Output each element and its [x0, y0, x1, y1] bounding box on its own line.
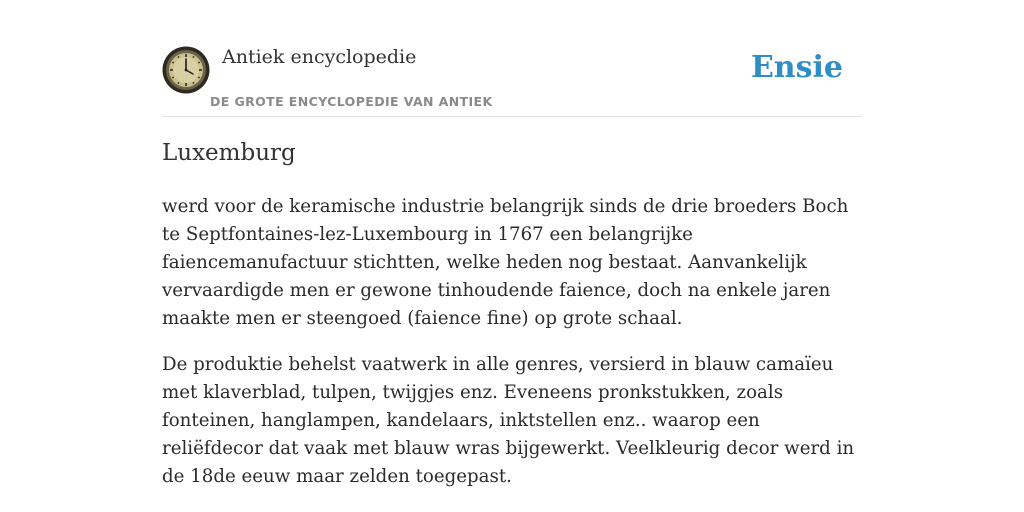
article-paragraph: De produktie behelst vaatwerk in alle genres, versierd in blauw camaïeu met klaverblad, tulpen, twijgjes enz. Eveneens pronkstukken, zoals fonteinen, hanglampen, kandelaars, inktstellen enz.. waarop een reliëfdecor dat vaak met blauw wras bijgewerkt. Veelkleurig decor werd in de 18de eeuw maar zelden toegepast.	[162, 354, 855, 487]
article-paragraph: werd voor de keramische industrie belangrijk sinds de drie broeders Boch te Septfontaines-lez-Luxembourg in 1767 een belangrijke faiencemanufactuur stichtten, welke heden nog bestaat. Aanvankelijk vervaardigde men er gewone tinhoudende faience, doch na enkele jaren maakte men er steengoed (faience fine) op grote schaal.	[162, 196, 849, 329]
page-title: Luxemburg	[162, 140, 296, 166]
article-body	[162, 193, 862, 509]
site-subtitle: DE GROTE ENCYCLOPEDIE VAN ANTIEK	[210, 94, 493, 109]
antique-clock-icon[interactable]	[162, 46, 210, 94]
brand-logo-link[interactable]: Ensie	[750, 50, 843, 85]
site-name[interactable]: Antiek encyclopedie	[222, 46, 417, 68]
site-header	[162, 44, 862, 117]
